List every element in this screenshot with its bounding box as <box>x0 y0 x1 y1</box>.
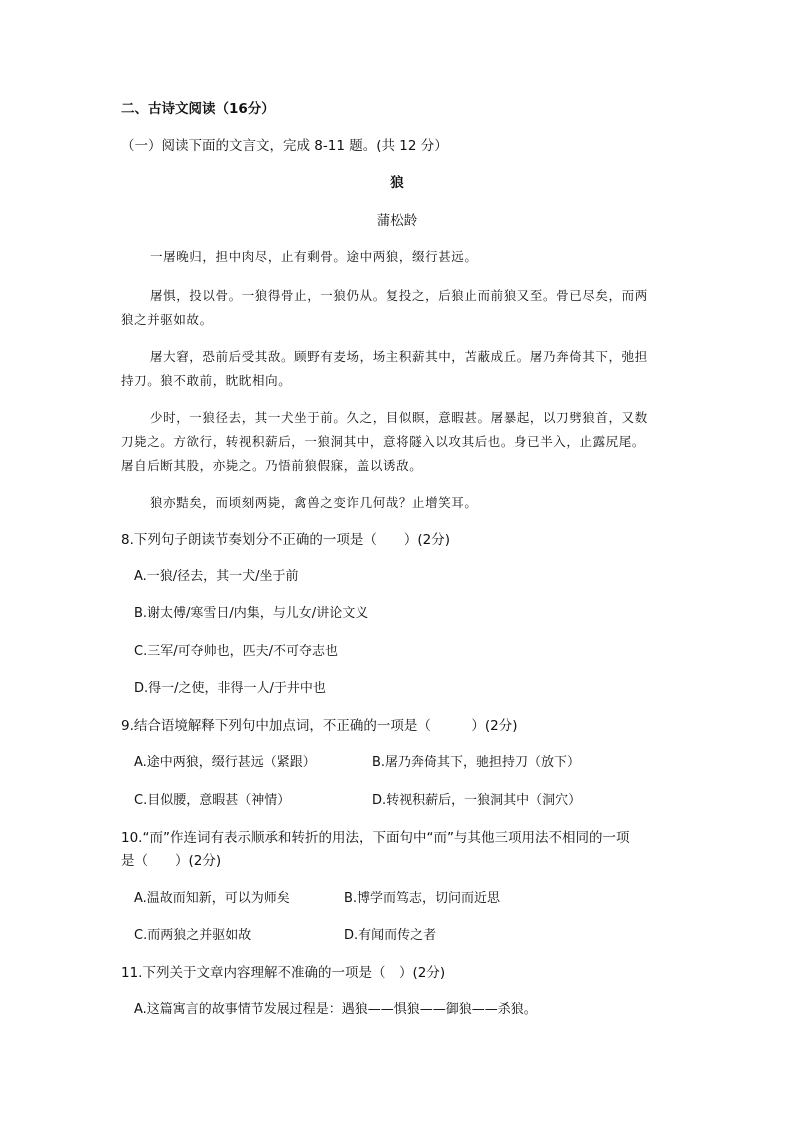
question-9-option-d: D.转视积薪后，一狼洞其中（洞穴） <box>372 793 582 808</box>
passage-line: 少时，一狼径去，其一犬坐于前。久之，目似瞑，意暇甚。屠暴起，以刀劈狼首，又数 <box>150 410 648 425</box>
question-8-option-c: C.三军/可夺帅也，匹夫/不可夺志也 <box>134 644 338 659</box>
passage-line: 屠自后断其股，亦毙之。乃悟前狼假寐，盖以诱敌。 <box>121 458 423 473</box>
question-9-option-c: C.目似腰，意暇甚（神情） <box>134 793 291 808</box>
question-11-stem: 11.下列关于文章内容理解不准确的一项是（ ）(2分) <box>121 965 446 981</box>
question-10-option-b: B.博学而笃志，切问而近思 <box>344 891 501 906</box>
passage-line: 刀毙之。方欲行，转视积薪后，一狼洞其中，意将隧入以攻其后也。身已半入，止露尻尾。 <box>121 434 646 449</box>
question-8-option-d: D.得一/之使，非得一人/于井中也 <box>134 681 326 696</box>
question-9-option-a: A.途中两狼，缀行甚远（紧跟） <box>134 755 316 770</box>
passage-line: 屠惧，投以骨。一狼得骨止，一狼仍从。复投之，后狼止而前狼又至。骨已尽矣，而两 <box>150 288 648 303</box>
passage-line: 屠大窘，恐前后受其敌。顾野有麦场，场主积薪其中，苫蔽成丘。屠乃奔倚其下，弛担 <box>150 349 648 364</box>
question-10-option-d: D.有闻而传之者 <box>344 928 437 943</box>
section-subheading: （一）阅读下面的文言文，完成 8-11 题。(共 12 分） <box>121 138 448 154</box>
passage-title: 狼 <box>390 175 404 191</box>
passage-author: 蒲松龄 <box>376 213 418 229</box>
question-8-option-a: A.一狼/径去，其一犬/坐于前 <box>134 569 299 584</box>
question-8-stem: 8.下列句子朗读节奏划分不正确的一项是（ ）(2分) <box>121 532 451 548</box>
question-9-stem: 9.结合语境解释下列句中加点词，不正确的一项是（ ）(2分) <box>121 718 518 734</box>
question-10-stem-continued: 是（ ）(2分) <box>121 853 222 869</box>
question-10-option-a: A.温故而知新，可以为师矣 <box>134 891 290 906</box>
passage-line: 狼之并驱如故。 <box>121 312 213 327</box>
passage-line: 一屠晚归，担中肉尽，止有剩骨。途中两狼，缀行甚远。 <box>150 249 478 264</box>
section-heading: 二、古诗文阅读（16分） <box>121 101 275 117</box>
question-9-option-b: B.屠乃奔倚其下，驰担持刀（放下） <box>372 755 581 770</box>
passage-line: 持刀。狼不敢前，眈眈相向。 <box>121 373 292 388</box>
question-11-option-a: A.这篇寓言的故事情节发展过程是：遇狼——惧狼——御狼——杀狼。 <box>134 1002 537 1017</box>
question-10-stem: 10.“而”作连词有表示顺承和转折的用法，下面句中“而”与其他三项用法不相同的一项 <box>121 830 630 846</box>
question-10-option-c: C.而两狼之并驱如故 <box>134 928 252 943</box>
passage-line: 狼亦黠矣，而顷刻两毙，禽兽之变诈几何哉？止增笑耳。 <box>150 495 478 510</box>
question-8-option-b: B.谢太傅/寒雪日/内集，与儿女/讲论文义 <box>134 606 369 621</box>
